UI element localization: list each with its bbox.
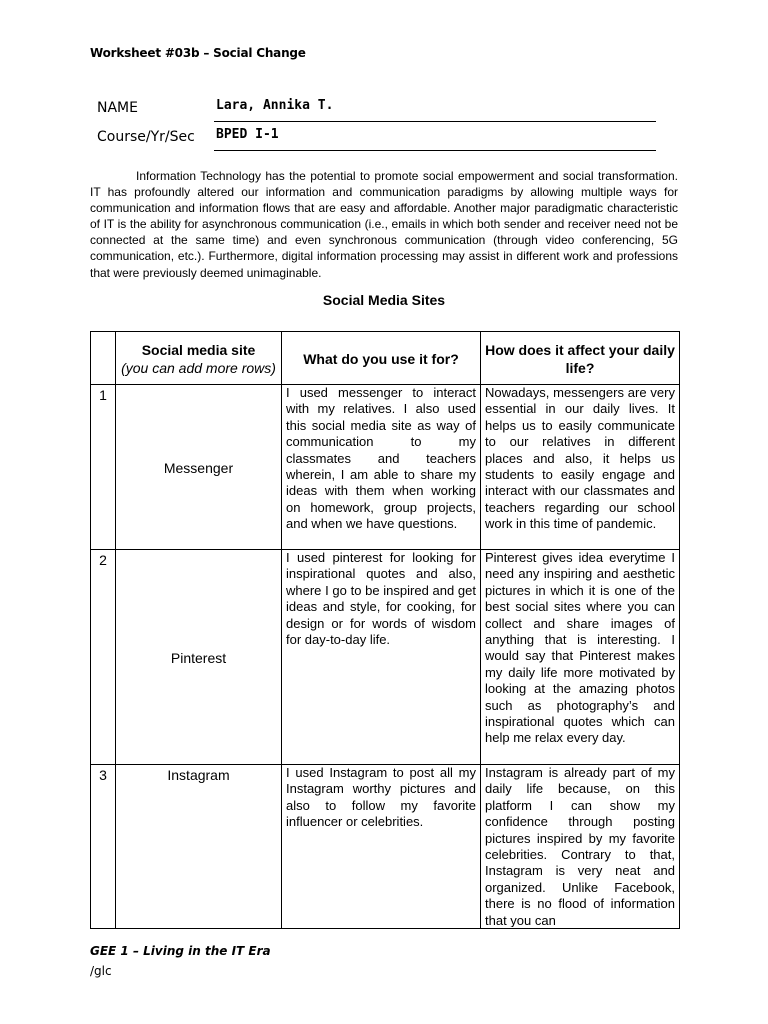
name-label: NAME [97,100,138,116]
table-header-row [91,332,680,385]
row-use: I used messenger to interact with my relatives. I also used this social media site as way of communication to my classmates and teachers wherein, I am able to share my ideas with them when working on homework, group projects, and when we have questions. [282,385,481,550]
row-use: I used Instagram to post all my Instagram worthy pictures and also to follow my favorite influencer or celebrities. [282,765,481,929]
row-number: 3 [91,765,116,929]
row-use: I used pinterest for looking for inspirational quotes and also, where I go to be inspired and get ideas and style, for cooking, for design or for words of wisdom for day-to-day life. [282,550,481,765]
header-effect: How does it affect your daily life? [481,332,680,385]
footer-initials: /glc [90,964,112,978]
row-site: Instagram [116,765,282,929]
name-row [90,96,656,122]
row-effect-text: Instagram is already part of my daily life because, on this platform I can show my confidence through posting pictures inspired by my favorite celebrities. Contrary to that, Instagram is very neat and organized. Unlike Facebook, there is no flood of information that you can [485,765,675,927]
header-site-note: (you can add more rows) [121,359,276,376]
row-effect [481,765,680,929]
table-row [91,550,680,765]
header-number [91,332,116,385]
header-site [116,332,282,385]
header-use: What do you use it for? [282,332,481,385]
row-site: Messenger [116,385,282,550]
section-title: Social Media Sites [322,292,446,308]
row-effect: Nowadays, messengers are very essential in our daily lives. It helps us to easily communicate to our relatives in different places and also, it helps us students to easily engage and interact with our classmates and teachers regarding our school work in this time of pandemic. [481,385,680,550]
footer-course: GEE 1 – Living in the IT Era [90,944,271,958]
header-site-label: Social media site [141,341,256,358]
social-media-table [90,331,680,929]
row-site: Pinterest [116,550,282,765]
row-number: 1 [91,385,116,550]
table-row [91,385,680,550]
intro-paragraph: Information Technology has the potential to promote social empowerment and social transformation. IT has profoundly altered our information and communication paradigms by allowing multiple ways for communication and information flows that are easy and affordable. Another major paradigmatic characteristic of IT is the ability for asynchronous communication (i.e., emails in which both sender and receiver need not be connected at the same time) and even synchronous communication (through video conferencing, 5G communication, etc.). Furthermore, digital information processing may assist in different work and professions that were previously deemed unimaginable. [90,169,678,280]
table-row [91,765,680,929]
course-label: Course/Yr/Sec [97,129,195,145]
course-value: BPED I-1 [214,125,656,151]
worksheet-title: Worksheet #03b – Social Change [90,46,306,60]
row-number: 2 [91,550,116,765]
name-value: Lara, Annika T. [214,96,656,122]
row-effect: Pinterest gives idea everytime I need any inspiring and aesthetic pictures in which it is one of the best social sites where you can collect and share images of anything that is interesting. I would say that Pinterest makes my daily life more motivated by looking at the amazing photos such as photography’s and inspirational quotes which can help me relax every day. [481,550,680,765]
course-row [90,125,656,151]
